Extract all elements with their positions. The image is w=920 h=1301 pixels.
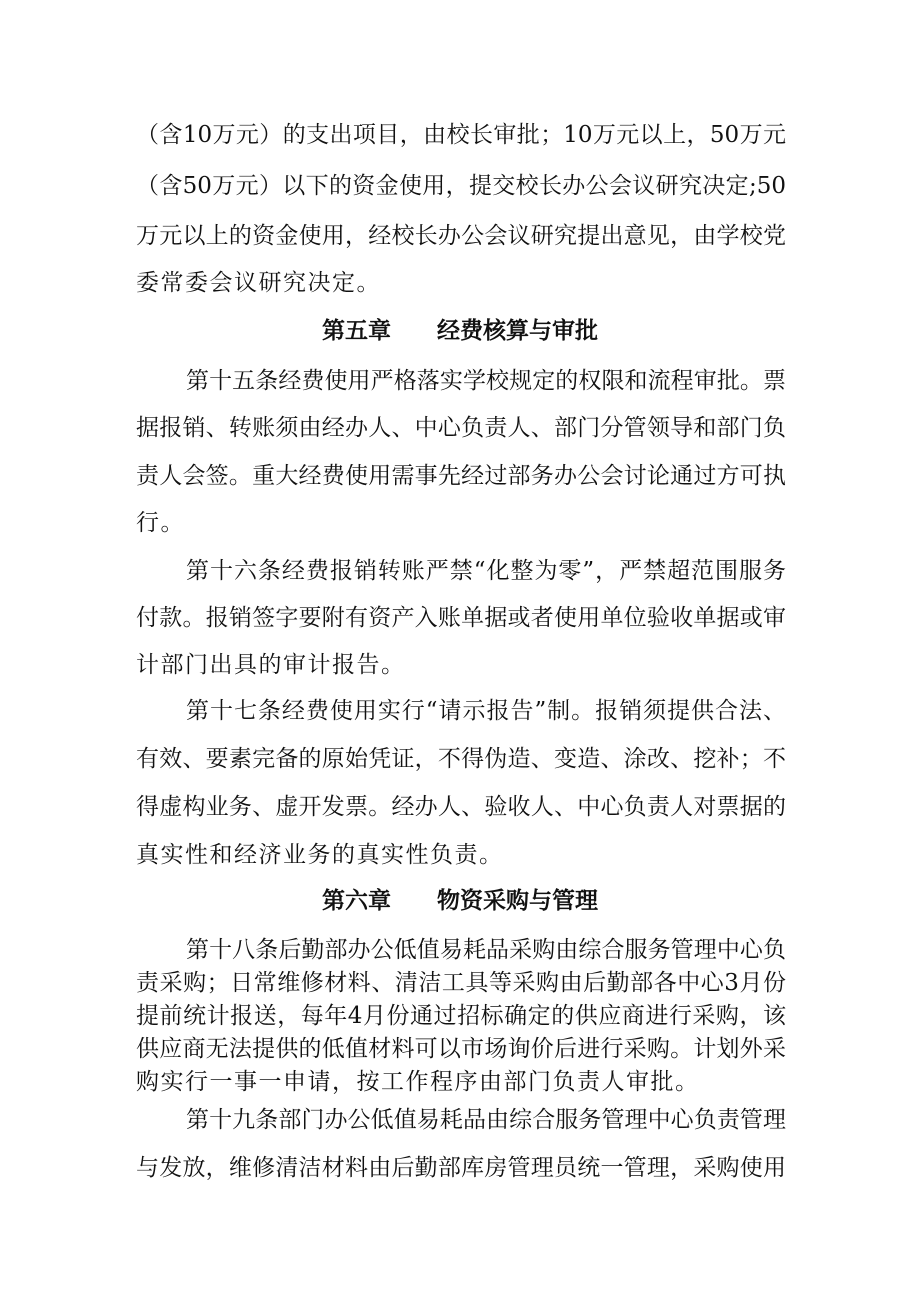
paragraph-line: 第十五条经费使用严格落实学校规定的权限和流程审批。票	[186, 368, 786, 394]
paragraph-line: 计部门出具的审计报告。	[136, 652, 406, 678]
paragraph-line: 据报销、转账须由经办人、中心负责人、部门分管领导和部门负	[136, 415, 786, 441]
paragraph-line: （含10万元）的支出项目，由校长审批；10万元以上，50万元	[136, 122, 786, 148]
paragraph-line: 第十八条后勤部办公低值易耗品采购由综合服务管理中心负	[186, 937, 786, 963]
paragraph-line: 第十七条经费使用实行“请示报告”制。报销须提供合法、	[186, 698, 786, 724]
paragraph-line: 第十六条经费报销转账严禁“化整为零”，严禁超范围服务	[186, 558, 786, 584]
paragraph-line: 与发放，维修清洁材料由后勤部库房管理员统一管理，采购使用	[136, 1155, 786, 1181]
paragraph-line: 责人会签。重大经费使用需事先经过部务办公会讨论通过方可执	[136, 463, 786, 489]
chapter-heading: 第六章 物资采购与管理	[322, 887, 598, 914]
paragraph-line: 真实性和经济业务的真实性负责。	[136, 842, 504, 868]
paragraph-line: 有效、要素完备的原始凭证，不得伪造、变造、涂改、挖补；不	[136, 746, 786, 772]
paragraph-line: 供应商无法提供的低值材料可以市场询价后进行采购。计划外采	[136, 1036, 786, 1062]
paragraph-line: 委常委会议研究决定。	[136, 270, 381, 296]
paragraph-line: （含50万元）以下的资金使用，提交校长办公会议研究决定;50	[136, 173, 786, 199]
paragraph-line: 购实行一事一申请，按工作程序由部门负责人审批。	[136, 1069, 700, 1095]
paragraph-line: 责采购；日常维修材料、清洁工具等采购由后勤部各中心3月份	[136, 970, 786, 996]
paragraph-line: 提前统计报送，每年4月份通过招标确定的供应商进行采购，该	[136, 1003, 786, 1029]
paragraph-line: 第十九条部门办公低值易耗品由综合服务管理中心负责管理	[186, 1107, 786, 1133]
chapter-heading: 第五章 经费核算与审批	[322, 317, 598, 344]
paragraph-line: 付款。报销签字要附有资产入账单据或者使用单位验收单据或审	[136, 605, 786, 631]
paragraph-line: 得虚构业务、虚开发票。经办人、验收人、中心负责人对票据的	[136, 794, 786, 820]
paragraph-line: 万元以上的资金使用，经校长办公会议研究提出意见，由学校党	[136, 223, 786, 249]
paragraph-line: 行。	[136, 510, 185, 536]
